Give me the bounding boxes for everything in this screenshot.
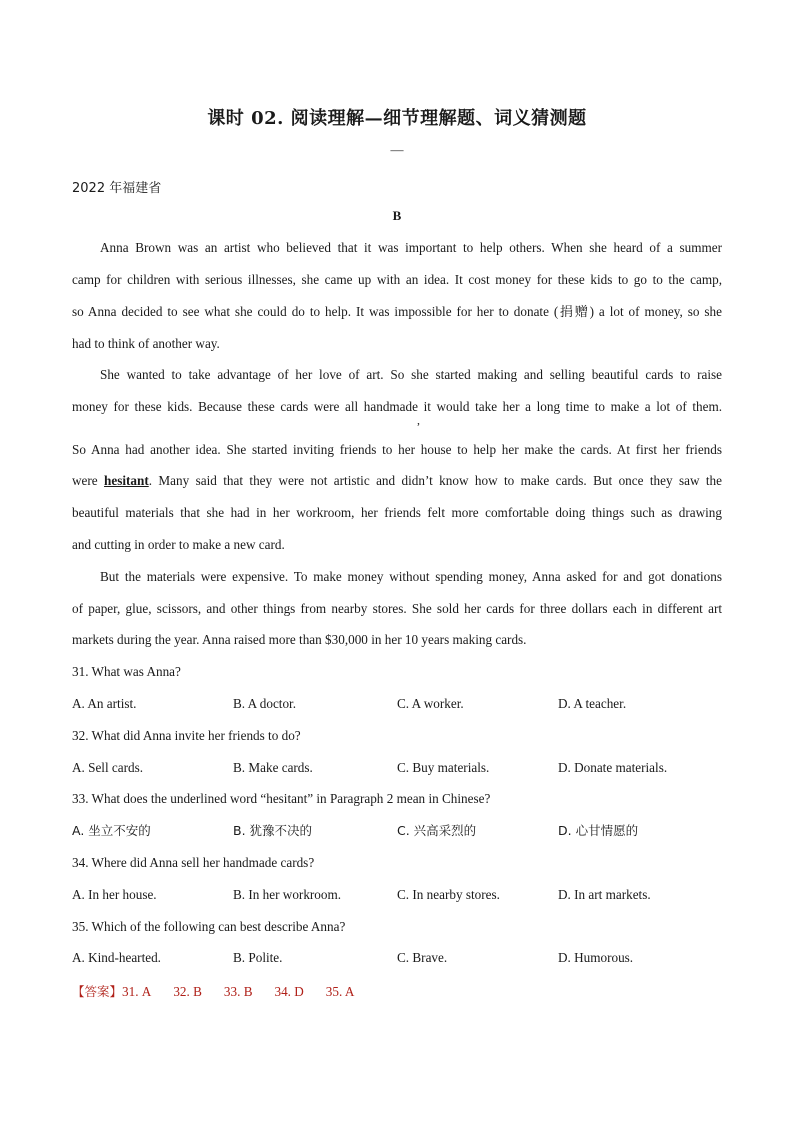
option-34-c: C. In nearby stores. (397, 887, 500, 902)
passage-line: Anna Brown was an artist who believed that it was important to help others. When she heard of a summer (100, 240, 722, 255)
answer-label: 【答案】 (72, 984, 123, 999)
answer-item: 32. B (173, 984, 202, 999)
question-32: 32. What did Anna invite her friends to do? (72, 728, 301, 743)
option-33-c (397, 822, 476, 840)
option-text: B. 犹豫不决的 (233, 823, 313, 838)
option-33-b (233, 822, 312, 840)
section-label: B (392, 208, 402, 223)
passage-line: But the materials were expensive. To make money without spending money, Anna asked for and got donations (100, 569, 722, 584)
answer-item: 34. D (274, 984, 304, 999)
question-33: 33. What does the underlined word “hesitant” in Paragraph 2 mean in Chinese? (72, 791, 491, 806)
passage-line: So Anna had another idea. She started inviting friends to her house to help her make the cards. At first her friends (72, 442, 722, 457)
passage-line: camp for children with serious illnesses, she came up with an idea. It cost money for these kids to go to the camp, (72, 272, 722, 287)
option-31-d: D. A teacher. (558, 696, 627, 711)
answer-item: 35. A (325, 984, 355, 999)
option-text: A. 坐立不安的 (72, 823, 151, 838)
answer-key (72, 982, 376, 1000)
option-34-a: A. In her house. (72, 887, 157, 902)
passage-line-hesitant (72, 472, 722, 490)
option-35-c: C. Brave. (397, 950, 448, 965)
option-35-a: A. Kind-hearted. (72, 950, 161, 965)
passage-line: and cutting in order to make a new card. (72, 537, 285, 552)
passage-line: markets during the year. Anna raised more than $30,000 in her 10 years making cards. (72, 632, 527, 647)
option-34-b: B. In her workroom. (233, 887, 342, 902)
option-33-a (72, 822, 151, 840)
answer-item: 33. B (223, 984, 253, 999)
title-dash: — (390, 142, 404, 157)
passage-line: had to think of another way. (72, 336, 220, 351)
option-32-b: B. Make cards. (233, 760, 313, 775)
passage-line: beautiful materials that she had in her workroom, her friends felt more comfortable doing things such as drawing (72, 505, 722, 520)
option-35-d: D. Humorous. (558, 950, 634, 965)
passage-text: . Many said that they were not artistic and didn’t know how to make cards. But once they saw the (148, 473, 723, 488)
option-34-d: D. In art markets. (558, 887, 651, 902)
option-31-c: C. A worker. (397, 696, 464, 711)
option-32-d: D. Donate materials. (558, 760, 668, 775)
option-text: D. 心甘情愿的 (558, 823, 639, 838)
option-text: C. 兴高采烈的 (397, 823, 477, 838)
page-title: 课时 02. 阅读理解—细节理解题、词义猜测题 (207, 108, 587, 129)
option-33-d (558, 822, 638, 840)
passage-line: of paper, glue, scissors, and other things from nearby stores. She sold her cards for three dollars each in different art (72, 601, 722, 616)
option-32-c: C. Buy materials. (397, 760, 490, 775)
option-32-a: A. Sell cards. (72, 760, 144, 775)
passage-text: were (72, 473, 105, 488)
answer-item: 31. A (122, 984, 152, 999)
passage-line: so Anna decided to see what she could do to help. It was impossible for her to donate (捐赠) a lot of money, so she (72, 304, 722, 319)
passage-line: She wanted to take advantage of her love of art. So she started making and selling beautiful cards to raise (100, 367, 722, 382)
option-35-b: B. Polite. (233, 950, 283, 965)
question-34: 34. Where did Anna sell her handmade cards? (72, 855, 315, 870)
option-31-b: B. A doctor. (233, 696, 297, 711)
underlined-word-hesitant: hesitant (104, 473, 149, 488)
source-label: 2022 年福建省 (72, 181, 162, 196)
question-31: 31. What was Anna? (72, 664, 181, 679)
option-31-a: A. An artist. (72, 696, 137, 711)
passage-line: money for these kids. Because these cards were all handmade it would take her a long time to make a lot of them. (72, 399, 722, 414)
stray-comma: , (417, 413, 420, 427)
question-35: 35. Which of the following can best describe Anna? (72, 919, 346, 934)
